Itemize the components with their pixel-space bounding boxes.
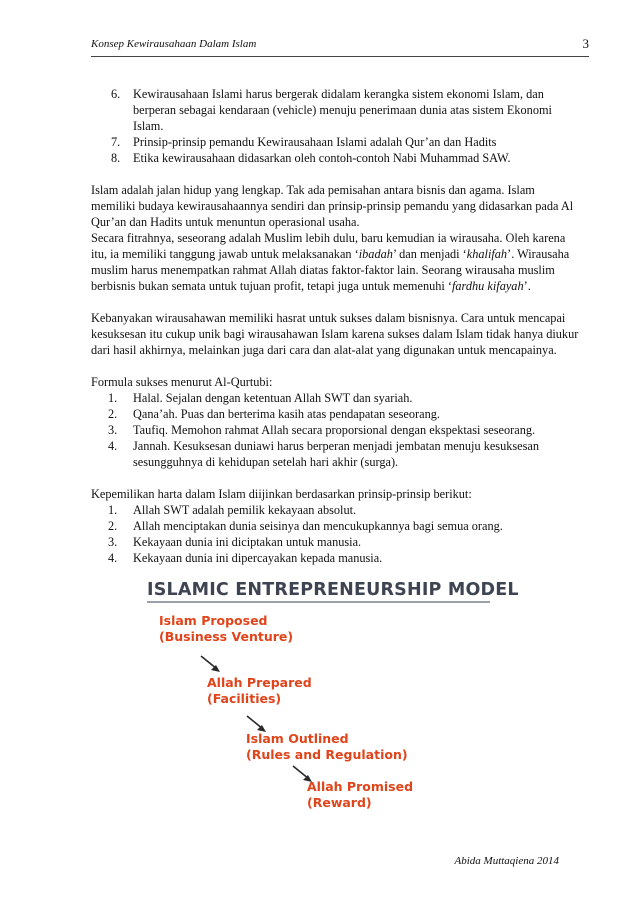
header-rule [91, 56, 589, 57]
paragraph-complete-way-of-life: Islam adalah jalan hidup yang lengkap. Tak ada pemisahan antara bisnis dan agama. Islam memiliki budaya kewirausahaannya sendiri dan prinsip-prinsip pemandu yang didasarkan pada Al Qur’an dan Hadits untuk menuntun operasional usaha. [91, 183, 574, 229]
list-item: 1. Allah SWT adalah pemilik kekayaan absolut. [108, 503, 357, 517]
ownership-heading: Kepemilikan harta dalam Islam diijinkan berdasarkan prinsip-prinsip berikut: [91, 487, 472, 501]
principles-list-continued [91, 86, 581, 166]
list-item: 2. Allah menciptakan dunia seisinya dan mencukupkannya bagi semua orang. [108, 519, 503, 533]
islamic-entrepreneurship-model-diagram [147, 580, 519, 816]
step-islam-outlined: Islam Outlined (Rules and Regulation) [246, 731, 408, 762]
list-item: 6. Kewirausahaan Islami harus bergerak didalam kerangka sistem ekonomi Islam, dan berperan sebagai kendaraan (vehicle) menuju penerimaan dunia atas sistem Ekonomi Islam. [111, 87, 552, 133]
title-underline [147, 601, 490, 603]
list-item: 1. Halal. Sejalan dengan ketentuan Allah SWT dan syariah. [108, 391, 413, 405]
list-item: 2. Qana’ah. Puas dan berterima kasih atas pendapatan seseorang. [108, 407, 440, 421]
body-text [91, 86, 581, 566]
page-footer: Abida Muttaqiena 2014 [454, 855, 559, 867]
arrow-icon [199, 654, 223, 674]
ownership-list [91, 502, 581, 566]
list-item: 3. Taufiq. Memohon rahmat Allah secara proporsional dengan ekspektasi seseorang. [108, 423, 536, 437]
page-header [91, 38, 589, 56]
list-item: 7. Prinsip-prinsip pemandu Kewirausahaan Islami adalah Qur’an dan Hadits [111, 135, 497, 149]
list-item: 3. Kekayaan dunia ini diciptakan untuk manusia. [108, 535, 362, 549]
list-item: 4. Kekayaan dunia ini dipercayakan kepada manusia. [108, 551, 383, 565]
formula-list [91, 390, 581, 470]
list-item: 8. Etika kewirausahaan didasarkan oleh contoh-contoh Nabi Muhammad SAW. [111, 151, 511, 165]
page-number: 3 [582, 36, 589, 51]
step-allah-promised: Allah Promised (Reward) [307, 779, 414, 810]
paragraph-muslim-first: Secara fitrahnya, seseorang adalah Muslim lebih dulu, baru kemudian ia wirausaha. Oleh karena itu, ia memiliki tanggung jawab untuk melaksanakan ‘ibadah’ dan menjadi ‘khalifah’. Wirausaha muslim harus menempatkan rahmat Allah diatas faktor-faktor lain. Seorang wirausaha muslim berbisnis bukan semata untuk tujuan profit, tetapi juga untuk memenuhi ‘fardhu kifayah’. [91, 231, 570, 293]
formula-heading: Formula sukses menurut Al-Qurtubi: [91, 375, 273, 389]
step-allah-prepared: Allah Prepared (Facilities) [207, 675, 312, 706]
list-item: 4. Jannah. Kesuksesan duniawi harus berperan menjadi jembatan menuju kesuksesan sesungguhnya di kehidupan setelah hari akhir (surga). [108, 439, 540, 469]
paragraph-success-desire: Kebanyakan wirausahawan memiliki hasrat untuk sukses dalam bisnisnya. Cara untuk mencapai kesuksesan itu cukup unik bagi wirausahawan Islam karena sukses dalam Islam tidak hanya diukur dari hasil akhirnya, melainkan juga dari cara dan alat-alat yang digunakan untuk mencapainya. [91, 311, 579, 357]
diagram-title: ISLAMIC ENTREPRENEURSHIP MODEL [147, 580, 519, 600]
step-islam-proposed: Islam Proposed (Business Venture) [159, 613, 294, 644]
header-title: Konsep Kewirausahaan Dalam Islam [91, 38, 257, 50]
